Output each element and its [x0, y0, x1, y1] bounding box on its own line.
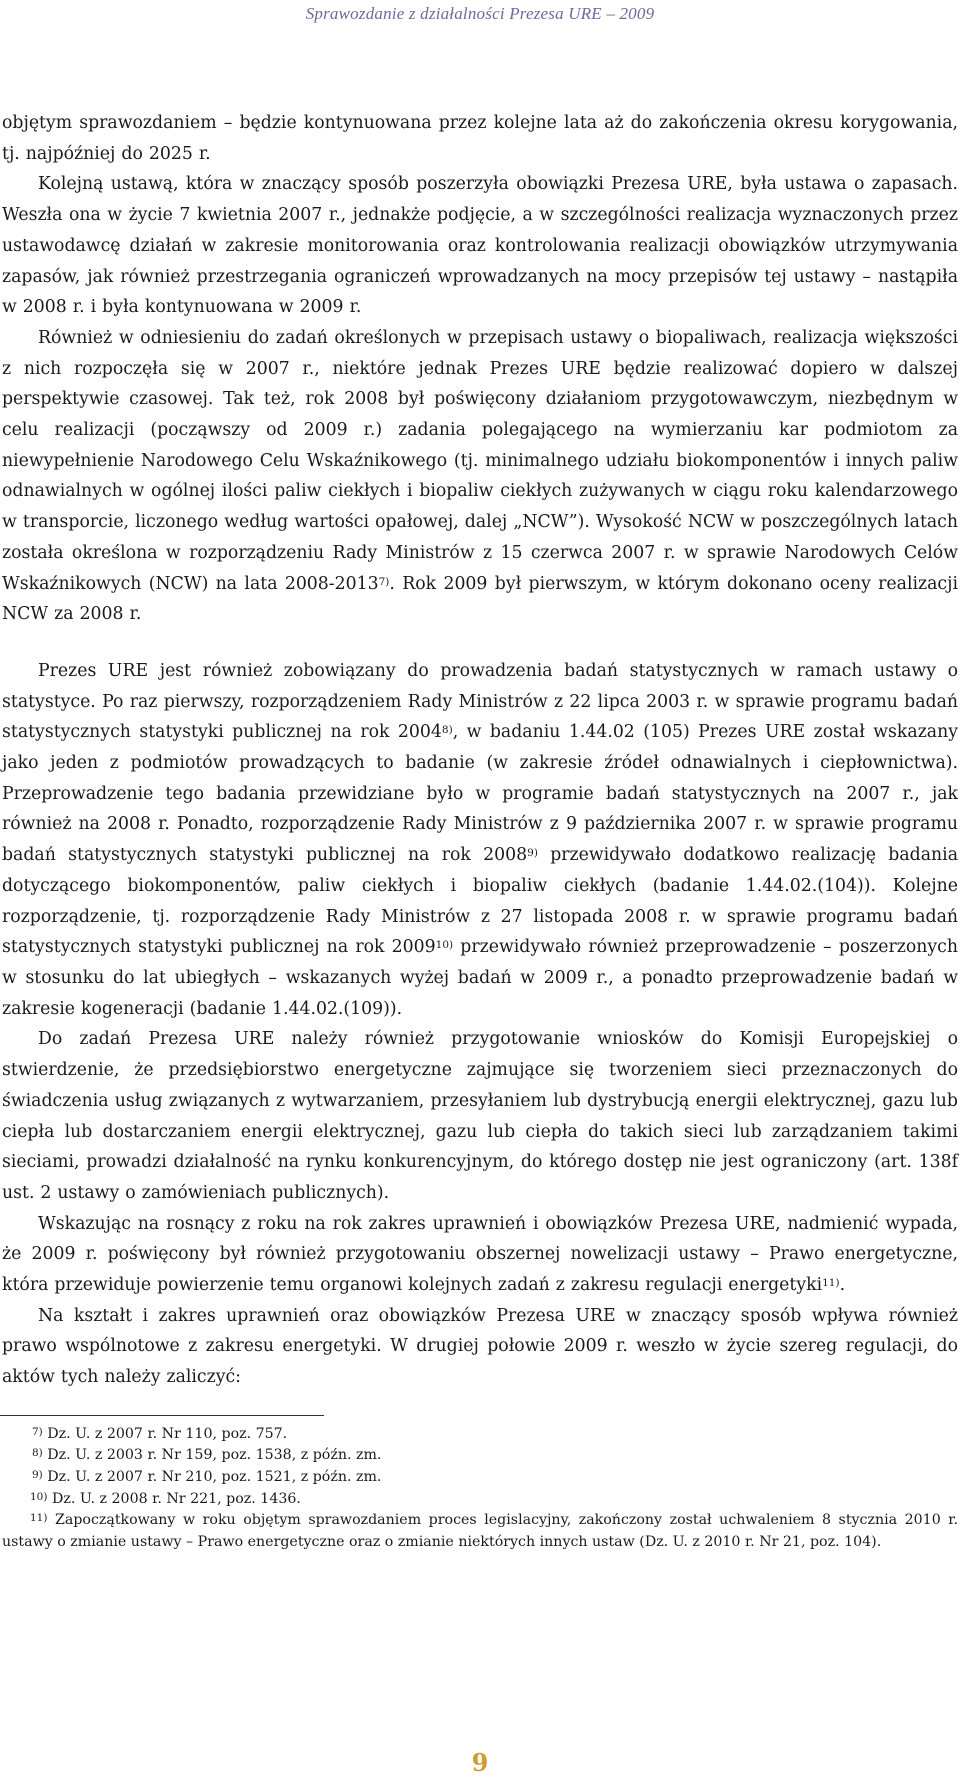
- paragraph-3-text: Również w odniesieniu do zadań określonych w przepisach ustawy o biopaliwach, realizacja większości z nich rozpoczęła się w 2007 r., niektóre jednak Prezes URE będzie realizować dopiero w dalszej perspektywie czasowej. Tak też, rok 2008 był poświęcony działaniom przygotowawczym, niezbędnym w celu realizacji (począwszy od 2009 r.) zadania polegającego na wymierzaniu kar podmiotom za niewypełnienie Narodowego Celu Wskaźnikowego (tj. minimalnego udziału biokomponentów i innych paliw odnawialnych w ogólnej ilości paliw ciekłych i biopaliw ciekłych zużywanych w ciągu roku kalendarzowego w transporcie, liczonego według wartości opałowej, dalej „NCW”). Wysokość NCW w poszczególnych latach została określona w rozporządzeniu Rady Ministrów z 15 czerwca 2007 r. w sprawie Narodowych Celów Wskaźnikowych (NCW) na lata 2008-2013: [2, 327, 958, 594]
- section-gap: [0, 630, 960, 656]
- paragraph-7: Na kształt i zakres uprawnień oraz obowiązków Prezesa URE w znaczący sposób wpływa również prawo wspólnotowe z zakresu energetyki. W drugiej połowie 2009 r. weszło w życie szereg regulacji, do aktów tych należy zaliczyć:: [2, 1305, 958, 1388]
- footnote-mark: 9): [32, 1469, 43, 1482]
- footnote-10: [0, 1489, 960, 1511]
- paragraph-2: Kolejną ustawą, która w znaczący sposób poszerzyła obowiązki Prezesa URE, była ustawa o zapasach. Weszła ona w życie 7 kwietnia 2007 r., jednakże podjęcie, a w szczególności realizacja wyznaczonych przez ustawodawcę działań w zakresie monitorowania oraz kontrolowania realizacji obowiązków utrzymywania zapasów, jak również przestrzegania ograniczeń wprowadzanych na mocy przepisów tej ustawy – nastąpiła w 2008 r. i była kontynuowana w 2009 r.: [2, 174, 958, 318]
- footnote-text: Dz. U. z 2007 r. Nr 210, poz. 1521, z późn. zm.: [47, 1469, 382, 1486]
- paragraph-3-tail: . Rok 2009 był pierwszym, w którym dokonano oceny realizacji NCW za 2008 r.: [2, 573, 958, 625]
- footnote-ref-8[interactable]: 8): [441, 724, 453, 737]
- footnote-mark: 7): [32, 1425, 43, 1438]
- paragraph-5: Do zadań Prezesa URE należy również przygotowanie wniosków do Komisji Europejskiej o stwierdzenie, że przedsiębiorstwo energetyczne zajmujące się tworzeniem sieci przeznaczonych do świadczenia usług związanych z wytwarzaniem, przesyłaniem lub dystrybucją energii elektrycznej, gazu lub ciepła lub dostarczaniem energii elektrycznej, gazu lub ciepła do takich sieci lub zarządzaniem takimi sieciami, prowadzi działalność na rynku konkurencyjnym, do którego dostęp nie jest ograniczony (art. 138f ust. 2 ustawy o zamówieniach publicznych).: [2, 1029, 958, 1203]
- footnote-mark: 11): [30, 1512, 48, 1525]
- footnote-8: [0, 1445, 960, 1467]
- footnotes: [0, 1424, 960, 1554]
- paragraph-4-text: Prezes URE jest również zobowiązany do prowadzenia badań statystycznych w ramach ustawy o statystyce. Po raz pierwszy, rozporządzeniem Rady Ministrów z 22 lipca 2003 r. w sprawie programu badań statystycznych statystyki publicznej na rok 2004: [2, 660, 958, 743]
- footnote-ref-10[interactable]: 10): [435, 939, 454, 952]
- footnote-9: [0, 1467, 960, 1489]
- running-header: Sprawozdanie z działalności Prezesa URE – 2009: [305, 4, 655, 23]
- page-body: [0, 108, 960, 1553]
- footnote-text: Dz. U. z 2003 r. Nr 159, poz. 1538, z późn. zm.: [47, 1447, 382, 1464]
- paragraph-4: [0, 656, 960, 1024]
- footnote-separator: [0, 1415, 324, 1416]
- paragraph-6-text: Wskazując na rosnący z roku na rok zakres uprawnień i obowiązków Prezesa URE, nadmienić wypada, że 2009 r. poświęcony był również przygotowaniu obszernej nowelizacji ustawy – Prawo energetyczne, która przewiduje powierzenie temu organowi kolejnych zadań z zakresu regulacji energetyki: [2, 1213, 958, 1296]
- paragraph-3: [0, 323, 960, 630]
- footnote-7: [0, 1424, 960, 1446]
- footnote-mark: 10): [30, 1490, 48, 1503]
- footnote-ref-7[interactable]: 7): [378, 575, 390, 588]
- footnote-11: [0, 1510, 960, 1553]
- footnote-ref-11[interactable]: 11): [822, 1277, 840, 1290]
- paragraph-1: objętym sprawozdaniem – będzie kontynuowana przez kolejne lata aż do zakończenia okresu korygowania, tj. najpóźniej do 2025 r.: [2, 113, 958, 164]
- footnote-mark: 8): [32, 1447, 43, 1460]
- paragraph-6-tail: .: [839, 1275, 846, 1296]
- footnote-ref-9[interactable]: 9): [527, 847, 538, 860]
- footnote-text: Dz. U. z 2008 r. Nr 221, poz. 1436.: [51, 1490, 301, 1507]
- footnote-text: Dz. U. z 2007 r. Nr 110, poz. 757.: [47, 1425, 288, 1442]
- paragraph-4-tail: przewidywało również przeprowadzenie – poszerzonych w stosunku do lat ubiegłych – wskazanych wyżej badań w 2009 r., a ponadto przeprowadzenie badań w zakresie kogeneracji (badanie 1.44.02.(109)).: [2, 937, 958, 1019]
- footnote-text: Zapoczątkowany w roku objętym sprawozdaniem proces legislacyjny, zakończony został uchwaleniem 8 stycznia 2010 r. ustawy o zmianie ustawy – Prawo energetyczne oraz o zmianie niektórych innych ustaw (Dz. U. z 2010 r. Nr 21, poz. 104).: [2, 1512, 958, 1550]
- paragraph-6: [0, 1209, 960, 1301]
- paragraph-4-mid2: przewidywało dodatkowo realizację badania dotyczącego biokomponentów, paliw ciekłych i biopaliw ciekłych (badanie 1.44.02.(104)). Kolejne rozporządzenie, tj. rozporządzenie Rady Ministrów z 27 listopada 2008 r. w sprawie programu badań statystycznych statystyki publicznej na rok 2009: [2, 845, 958, 958]
- paragraph-4-mid1: , w badaniu 1.44.02 (105) Prezes URE został wskazany jako jeden z podmiotów prowadzących to badanie (w zakresie źródeł odnawialnych i ciepłownictwa). Przeprowadzenie tego badania przewidziane było w programie badań statystycznych na 2007 r., jak również na 2008 r. Ponadto, rozporządzenie Rady Ministrów z 9 października 2007 r. w sprawie programu badań statystycznych statystyki publicznej na rok 2008: [2, 722, 958, 866]
- page-number: 9: [471, 1748, 489, 1777]
